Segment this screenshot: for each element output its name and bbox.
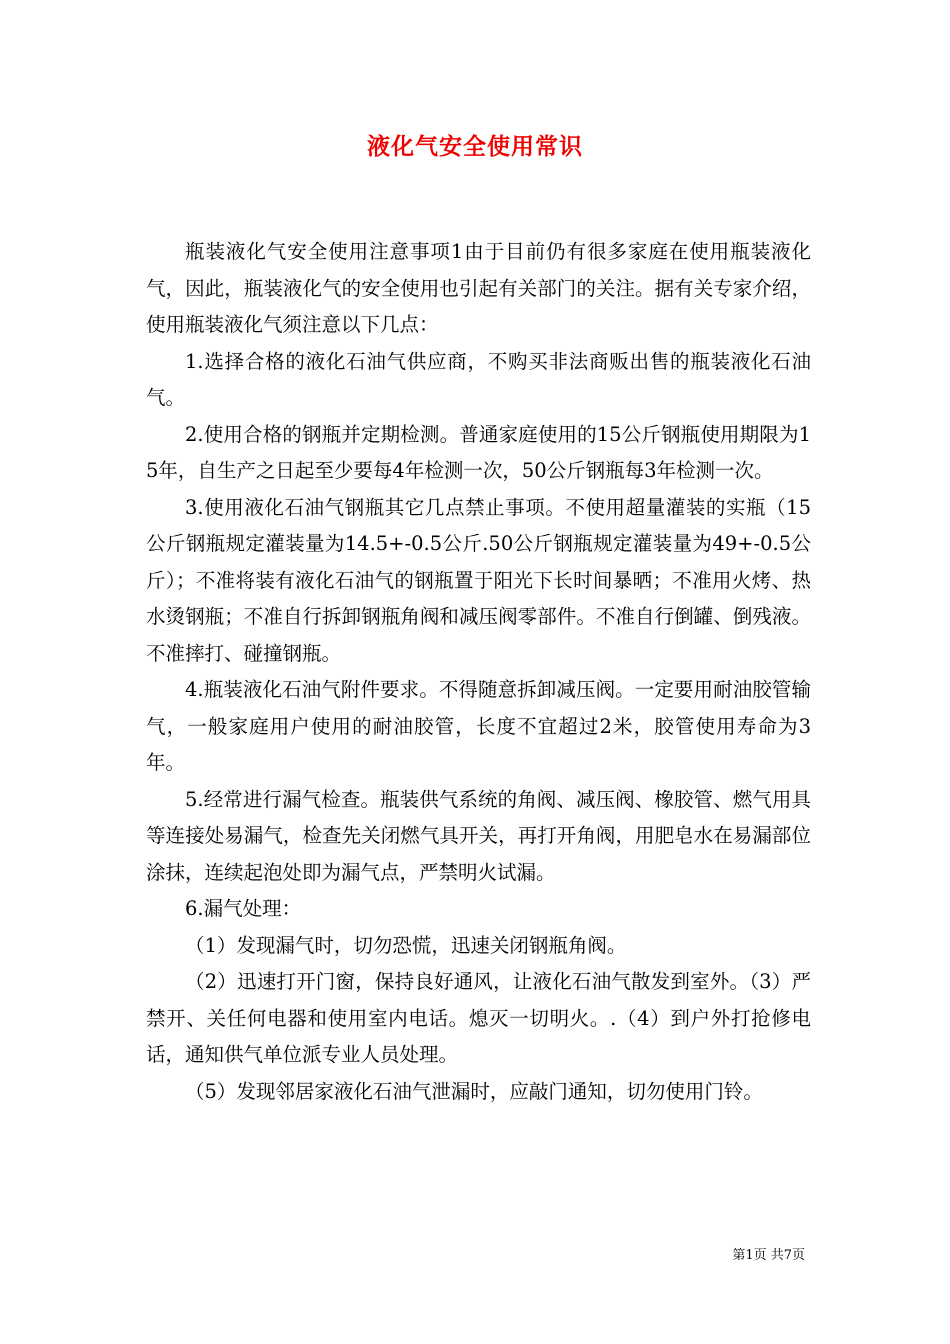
paragraph-subitem-1: （1）发现漏气时，切勿恐慌，迅速关闭钢瓶角阀。 <box>185 933 627 957</box>
paragraph-item-3: 3.使用液化石油气钢瓶其它几点禁止事项。不使用超量灌装的实瓶（15公斤钢瓶规定灌装量为14.5+-0.5公斤.50公斤钢瓶规定灌装量为49+-0.5公斤）；不准将装有液化石油气的钢瓶置于阳光下长时间暴晒；不准用火烤、热水烫钢瓶；不准自行拆卸钢瓶角阀和减压阀零部件。不准自行倒罐、倒残液。不准摔打、碰撞钢瓶。 <box>146 495 811 665</box>
paragraph-item-1: 1.选择合格的液化石油气供应商，不购买非法商贩出售的瓶装液化石油气。 <box>146 349 811 409</box>
paragraph-subitem-5: （5）发现邻居家液化石油气泄漏时，应敲门通知，切勿使用门铃。 <box>185 1079 763 1103</box>
paragraph-item-4: 4.瓶装液化石油气附件要求。不得随意拆卸减压阀。一定要用耐油胶管输气，一般家庭用户使用的耐油胶管，长度不宜超过2米，胶管使用寿命为3年。 <box>146 678 811 774</box>
paragraph-item-2: 2.使用合格的钢瓶并定期检测。普通家庭使用的15公斤钢瓶使用期限为15年，自生产之日起至少要每4年检测一次，50公斤钢瓶每3年检测一次。 <box>146 422 811 482</box>
document-title: 液化气安全使用常识 <box>367 133 583 160</box>
paragraph-item-5: 5.经常进行漏气检查。瓶装供气系统的角阀、减压阀、橡胶管、燃气用具等连接处易漏气，检查先关闭燃气具开关，再打开角阀，用肥皂水在易漏部位涂抹，连续起泡处即为漏气点，严禁明火试漏。 <box>146 787 811 884</box>
paragraph-intro: 瓶装液化气安全使用注意事项1由于目前仍有很多家庭在使用瓶装液化气，因此，瓶装液化气的安全使用也引起有关部门的关注。据有关专家介绍，使用瓶装液化气须注意以下几点： <box>146 240 811 336</box>
document-body <box>146 234 811 1110</box>
page-number: 第1页 共7页 <box>732 1248 805 1263</box>
paragraph-subitem-2-4: （2）迅速打开门窗，保持良好通风，让液化石油气散发到室外。（3）严禁开、关任何电器和使用室内电话。熄灭一切明火。.（4）到户外打抢修电话，通知供气单位派专业人员处理。 <box>146 970 811 1066</box>
paragraph-item-6: 6.漏气处理： <box>185 897 302 920</box>
